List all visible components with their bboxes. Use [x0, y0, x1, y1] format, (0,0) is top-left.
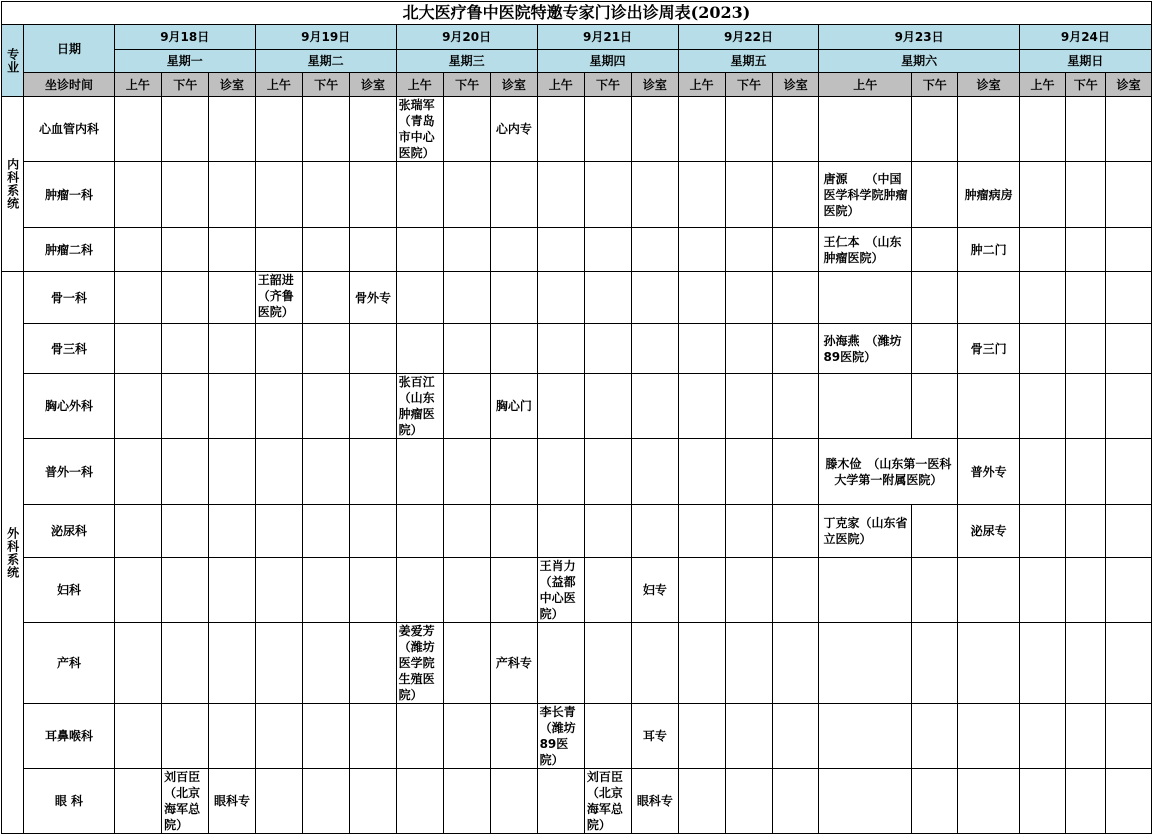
slot-room: 诊室: [350, 73, 396, 97]
table-row: [2, 272, 1152, 324]
table-row: [2, 623, 1152, 704]
slot-room: 诊室: [632, 73, 678, 97]
table-row: [2, 769, 1152, 834]
dept-thoracic: 胸心外科: [24, 374, 115, 439]
room-entry: 产科专: [491, 623, 537, 704]
doctor-entry: 张瑞军（青岛市中心医院）: [396, 97, 443, 162]
table-row: [2, 439, 1152, 505]
weekday-mon: 星期一: [114, 50, 255, 73]
table-row: [2, 162, 1152, 228]
room-entry: 胸心门: [491, 374, 537, 439]
date-wed: 9月20日: [396, 25, 537, 50]
weekday-fri: 星期五: [678, 50, 819, 73]
room-entry: 骨三门: [958, 324, 1019, 374]
room-entry: 耳专: [632, 704, 678, 769]
date-sat: 9月23日: [819, 25, 1019, 50]
doctor-entry: 姜爱芳（潍坊医学院生殖医院）: [396, 623, 443, 704]
room-entry: 肿二门: [958, 228, 1019, 272]
dept-ent: 耳鼻喉科: [24, 704, 115, 769]
date-mon: 9月18日: [114, 25, 255, 50]
dept-cardiology: 心血管内科: [24, 97, 115, 162]
table-row: [2, 558, 1152, 623]
date-sun: 9月24日: [1019, 25, 1151, 50]
slot-am: 上午: [537, 73, 584, 97]
doctor-entry: 刘百臣（北京海军总院）: [162, 769, 209, 834]
dept-oncology-1: 肿瘤一科: [24, 162, 115, 228]
table-row: [2, 374, 1152, 439]
slot-pm: 下午: [443, 73, 490, 97]
slot-room: 诊室: [491, 73, 537, 97]
slot-pm: 下午: [303, 73, 350, 97]
doctor-entry: 刘百臣（北京海军总院）: [584, 769, 631, 834]
date-fri: 9月22日: [678, 25, 819, 50]
slot-am: 上午: [1019, 73, 1065, 97]
page-title: 北大医疗鲁中医院特邀专家门诊出诊周表(2023): [2, 2, 1152, 25]
doctor-entry: 王仁本 （山东肿瘤医院）: [819, 228, 912, 272]
group-surgical: 外科系统: [2, 272, 24, 834]
weekday-sun: 星期日: [1019, 50, 1151, 73]
room-entry: 眼科专: [632, 769, 678, 834]
dept-oncology-2: 肿瘤二科: [24, 228, 115, 272]
slot-pm: 下午: [912, 73, 958, 97]
slot-pm: 下午: [1066, 73, 1106, 97]
doctor-entry: 滕木俭 （山东第一医科大学第一附属医院）: [819, 439, 958, 505]
dept-orthopedics-1: 骨一科: [24, 272, 115, 324]
room-entry: 骨外专: [350, 272, 396, 324]
slot-room: 诊室: [773, 73, 819, 97]
schedule-table: [1, 1, 1152, 834]
table-row: [2, 505, 1152, 558]
dept-general-surgery: 普外一科: [24, 439, 115, 505]
weekday-sat: 星期六: [819, 50, 1019, 73]
doctor-entry: 丁克家（山东省立医院）: [819, 505, 912, 558]
slot-header: 坐诊时间: [24, 73, 115, 97]
slot-pm: 下午: [162, 73, 209, 97]
room-entry: 心内专: [491, 97, 537, 162]
date-thu: 9月21日: [537, 25, 678, 50]
dept-ophthalmology: 眼 科: [24, 769, 115, 834]
slot-pm: 下午: [584, 73, 631, 97]
slot-am: 上午: [114, 73, 161, 97]
table-row: [2, 97, 1152, 162]
doctor-entry: 王韶进 （齐鲁医院）: [255, 272, 302, 324]
weekday-thu: 星期四: [537, 50, 678, 73]
specialty-header: 专业: [2, 25, 24, 97]
dept-orthopedics-3: 骨三科: [24, 324, 115, 374]
slot-am: 上午: [819, 73, 912, 97]
doctor-entry: 王肖力（益都中心医院）: [537, 558, 584, 623]
room-entry: 肿瘤病房: [958, 162, 1019, 228]
room-entry: 妇专: [632, 558, 678, 623]
group-internal: 内科系统: [2, 97, 24, 272]
slot-room: 诊室: [209, 73, 255, 97]
dept-urology: 泌尿科: [24, 505, 115, 558]
slot-room: 诊室: [1106, 73, 1152, 97]
table-row: [2, 228, 1152, 272]
slot-room: 诊室: [958, 73, 1019, 97]
doctor-entry: 唐源 （中国医学科学院肿瘤医院）: [819, 162, 912, 228]
date-tue: 9月19日: [255, 25, 396, 50]
room-entry: 泌尿专: [958, 505, 1019, 558]
room-entry: 普外专: [958, 439, 1019, 505]
date-header: 日期: [24, 25, 115, 73]
room-entry: 眼科专: [209, 769, 255, 834]
doctor-entry: 李长青（潍坊89医院）: [537, 704, 584, 769]
weekday-tue: 星期二: [255, 50, 396, 73]
weekday-wed: 星期三: [396, 50, 537, 73]
table-row: [2, 704, 1152, 769]
slot-am: 上午: [255, 73, 302, 97]
table-row: [2, 324, 1152, 374]
slot-pm: 下午: [725, 73, 772, 97]
doctor-entry: 孙海燕 （潍坊89医院）: [819, 324, 912, 374]
dept-obstetrics: 产科: [24, 623, 115, 704]
doctor-entry: 张百江（山东肿瘤医院）: [396, 374, 443, 439]
slot-am: 上午: [396, 73, 443, 97]
dept-gynecology: 妇科: [24, 558, 115, 623]
slot-am: 上午: [678, 73, 725, 97]
